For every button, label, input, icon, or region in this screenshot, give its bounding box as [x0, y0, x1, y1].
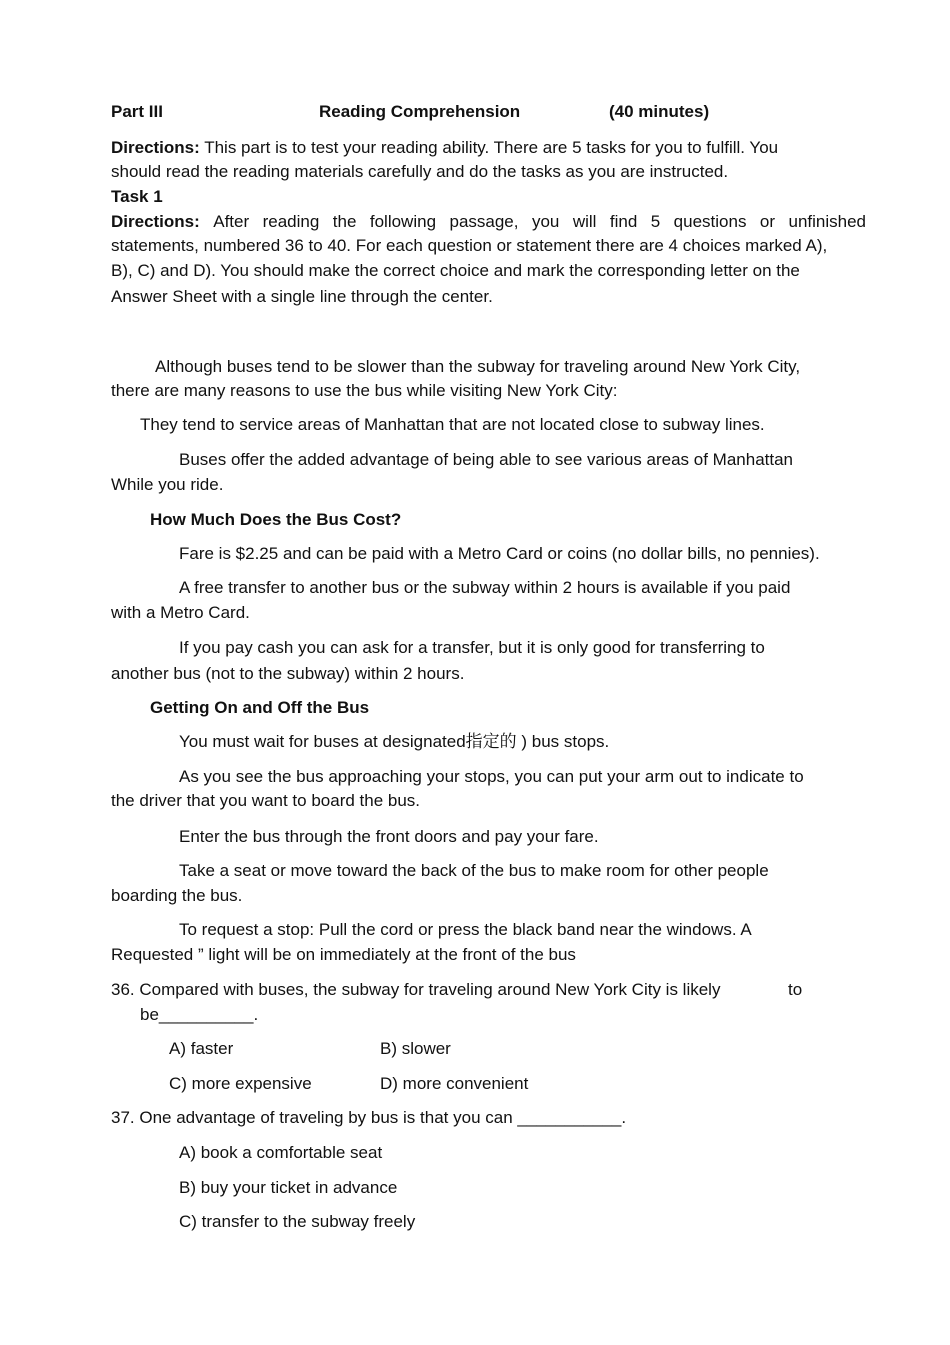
passage-p1-line-1: Although buses tend to be slower than the subway for traveling around New York City, [155, 357, 801, 376]
passage-p10-line-2: boarding the bus. [111, 886, 243, 905]
passage-p3-line-1: Buses offer the added advantage of being able to see various areas of Manhattan [179, 450, 794, 469]
question-36-option-a: A) faster [169, 1039, 234, 1058]
directions-label: Directions: [111, 138, 200, 157]
passage-p5-line-1: A free transfer to another bus or the subway within 2 hours is available if you paid [179, 578, 791, 597]
passage-p4: Fare is $2.25 and can be paid with a Metro Card or coins (no dollar bills, no pennies). [179, 544, 820, 563]
passage-p3-line-2: While you ride. [111, 475, 224, 494]
word: After [213, 212, 250, 231]
passage-p11-line-2: Requested ” light will be on immediately at the front of the bus [111, 945, 576, 964]
word: questions [673, 212, 747, 231]
question-37-option-a: A) book a comfortable seat [179, 1143, 383, 1162]
question-36-stem-line-1: 36. Compared with buses, the subway for traveling around New York City is likely [111, 980, 721, 999]
word: following [369, 212, 437, 231]
passage-p1-line-2: there are many reasons to use the bus while visiting New York City: [111, 381, 618, 400]
question-36-stem-line-2: be__________. [140, 1005, 259, 1024]
word: unfinished [788, 212, 866, 231]
heading-getting-on-off: Getting On and Off the Bus [150, 698, 370, 717]
passage-p10-line-1: Take a seat or move toward the back of the bus to make room for other people [179, 861, 769, 880]
heading-bus-cost: How Much Does the Bus Cost? [150, 510, 402, 529]
question-36-option-d: D) more convenient [380, 1074, 529, 1093]
word: passage, [449, 212, 519, 231]
word: find [609, 212, 638, 231]
part-label: Part III [111, 102, 163, 121]
task-title: Task 1 [111, 187, 163, 206]
word: the [332, 212, 357, 231]
passage-p5-line-2: with a Metro Card. [111, 603, 250, 622]
task-directions-label: Directions: [111, 212, 200, 231]
directions-line-1 [111, 138, 778, 158]
passage-p6-line-1: If you pay cash you can ask for a transfer, but it is only good for transferring to [179, 638, 765, 657]
word: reading [262, 212, 320, 231]
question-36-stem-to: to [788, 980, 803, 999]
passage-p7: You must wait for buses at designated指定的 ) bus stops. [179, 732, 610, 751]
question-36-option-c: C) more expensive [169, 1074, 312, 1093]
task-directions-line-1 [111, 212, 866, 232]
question-36-option-b: B) slower [380, 1039, 451, 1058]
question-37-stem: 37. One advantage of traveling by bus is that you can ___________. [111, 1108, 627, 1127]
time-limit: (40 minutes) [609, 102, 710, 121]
word: will [572, 212, 597, 231]
task-directions-line-3: B), C) and D). You should make the correct choice and mark the corresponding letter on the [111, 261, 800, 280]
section-title: Reading Comprehension [319, 102, 521, 121]
passage-p8-line-1: As you see the bus approaching your stops, you can put your arm out to indicate to [179, 767, 804, 786]
directions-line-2: should read the reading materials carefully and do the tasks as you are instructed. [111, 162, 729, 181]
task-directions-line-2: statements, numbered 36 to 40. For each question or statement there are 4 choices marked A), [111, 236, 828, 255]
passage-p2: They tend to service areas of Manhattan that are not located close to subway lines. [140, 415, 765, 434]
task-directions-line-4: Answer Sheet with a single line through the center. [111, 287, 493, 306]
question-37-option-c: C) transfer to the subway freely [179, 1212, 416, 1231]
passage-p6-line-2: another bus (not to the subway) within 2 hours. [111, 664, 465, 683]
word: or [759, 212, 776, 231]
question-37-option-b: B) buy your ticket in advance [179, 1178, 398, 1197]
word: you [531, 212, 560, 231]
passage-p11-line-1: To request a stop: Pull the cord or press the black band near the windows. A [179, 920, 752, 939]
directions-text-1: This part is to test your reading ability. There are 5 tasks for you to fulfill. You [204, 138, 779, 157]
passage-p9: Enter the bus through the front doors and pay your fare. [179, 827, 599, 846]
passage-p8-line-2: the driver that you want to board the bus. [111, 791, 421, 810]
word: 5 [650, 212, 661, 231]
